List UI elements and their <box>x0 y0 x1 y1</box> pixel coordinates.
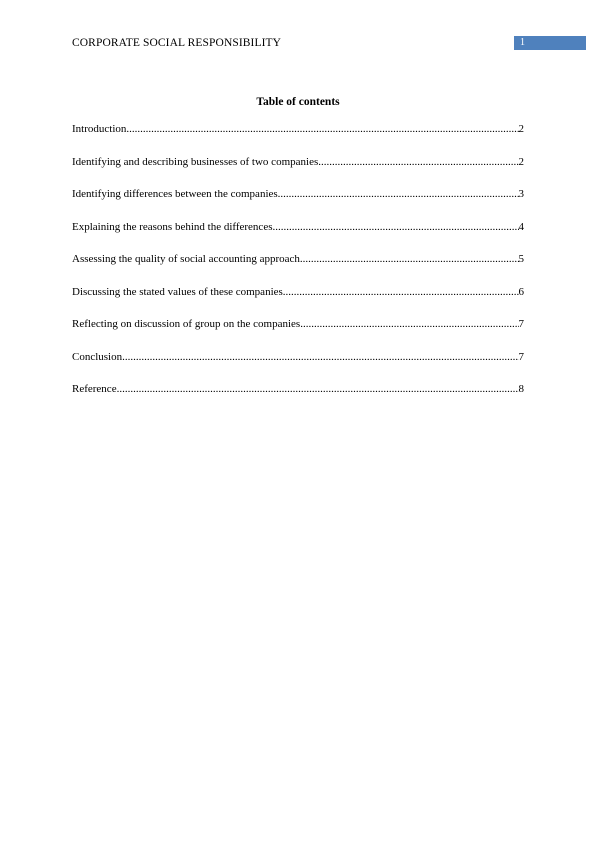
toc-entry-conclusion[interactable] <box>72 351 524 384</box>
table-of-contents <box>72 123 524 416</box>
toc-entry-page: 4 <box>518 220 524 233</box>
running-header-title: CORPORATE SOCIAL RESPONSIBILITY <box>72 37 282 49</box>
toc-entry-introduction[interactable] <box>72 123 524 156</box>
toc-entry-reasons[interactable] <box>72 221 524 254</box>
toc-entry-label: Introduction <box>72 123 127 135</box>
toc-dot-leader <box>278 188 519 200</box>
toc-entry-label: Conclusion <box>72 350 123 363</box>
toc-entry-label: Discussing the stated values of these companies <box>72 285 283 298</box>
toc-entry-page: 2 <box>518 123 524 135</box>
toc-dot-leader <box>272 221 518 233</box>
toc-entry-label: Explaining the reasons behind the differences <box>72 220 273 233</box>
toc-entry-differences[interactable] <box>72 188 524 221</box>
toc-dot-leader <box>300 318 518 330</box>
toc-dot-leader <box>117 383 519 395</box>
page-number-badge: 1 <box>514 36 586 50</box>
toc-dot-leader <box>283 286 519 298</box>
toc-entry-label: Assessing the quality of social accounting approach <box>72 253 300 265</box>
toc-entry-stated-values[interactable] <box>72 286 524 319</box>
toc-entry-page: 3 <box>518 188 524 200</box>
toc-dot-leader <box>300 253 519 265</box>
page-header <box>72 36 586 52</box>
toc-entry-page: 7 <box>518 350 524 363</box>
toc-entry-businesses[interactable] <box>72 156 524 189</box>
toc-entry-label: Reference <box>72 383 117 395</box>
toc-entry-reference[interactable] <box>72 383 524 416</box>
toc-dot-leader <box>318 156 518 168</box>
toc-entry-page: 8 <box>518 383 524 395</box>
toc-entry-label: Identifying and describing businesses of two companies <box>72 155 319 168</box>
toc-dot-leader <box>126 123 518 135</box>
toc-entry-page: 6 <box>518 285 524 298</box>
toc-entry-page: 2 <box>518 155 524 168</box>
toc-heading: Table of contents <box>256 96 340 108</box>
toc-entry-page: 5 <box>518 253 524 265</box>
toc-entry-social-accounting[interactable] <box>72 253 524 286</box>
toc-entry-page: 7 <box>518 318 524 330</box>
toc-entry-label: Reflecting on discussion of group on the companies <box>72 318 301 330</box>
toc-dot-leader <box>122 351 518 363</box>
toc-entry-label: Identifying differences between the companies <box>72 188 278 200</box>
toc-entry-group-discussion[interactable] <box>72 318 524 351</box>
